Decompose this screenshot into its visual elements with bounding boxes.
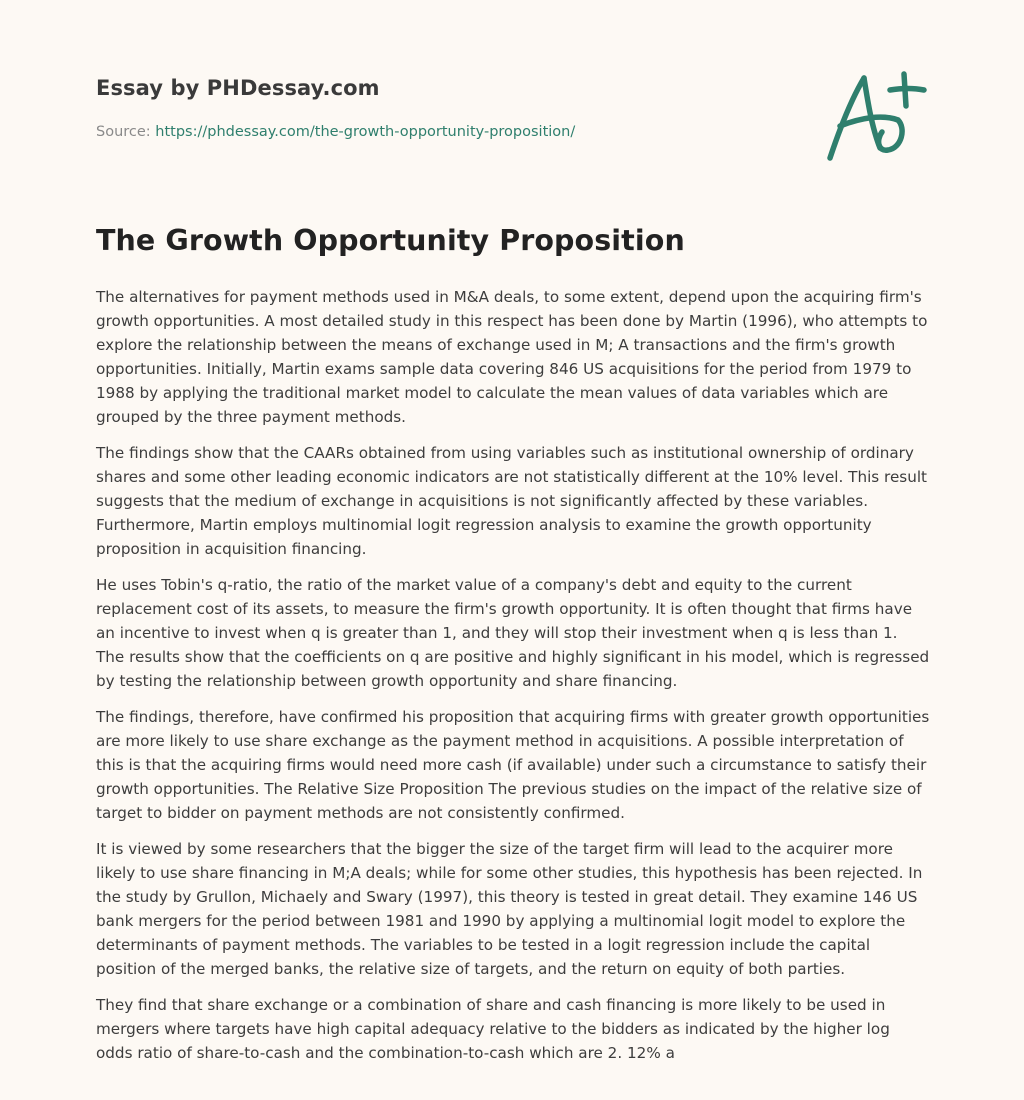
source-link[interactable]: https://phdessay.com/the-growth-opportunity-proposition/ bbox=[155, 124, 576, 140]
a-plus-grade-icon bbox=[820, 68, 930, 168]
essay-paragraph: They find that share exchange or a combination of share and cash financing is more likely to be used in mergers where targets have high capital adequacy relative to the bidders as indicated by the higher log odds ratio of share-to-cash and the combination-to-cash which are 2. 12% a bbox=[96, 996, 890, 1062]
essay-paragraph: The findings show that the CAARs obtained from using variables such as institutional ownership of ordinary shares and some other leading economic indicators are not statistically different at the 10% level. This result suggests that the medium of exchange in acquisitions is not significantly affected by these variables. Furthermore, Martin employs multinomial logit regression analysis to examine the growth opportunity proposition in acquisition financing. bbox=[96, 444, 928, 558]
site-brand: Essay by PHDessay.com bbox=[96, 76, 380, 100]
source-line bbox=[96, 124, 575, 140]
essay-paragraph: He uses Tobin's q-ratio, the ratio of the market value of a company's debt and equity to the current replacement cost of its assets, to measure the firm's growth opportunity. It is often thought that firms have an incentive to invest when q is greater than 1, and they will stop their investment when q is less than 1. The results show that the coefficients on q are positive and highly significant in his model, which is regressed by testing the relationship between growth opportunity and share financing. bbox=[96, 576, 930, 690]
essay-paragraph: The alternatives for payment methods used in M&A deals, to some extent, depend upon the acquiring firm's growth opportunities. A most detailed study in this respect has been done by Martin (1996), who attempts to explore the relationship between the means of exchange used in M; A transactions and the firm's growth opportunities. Initially, Martin exams sample data covering 846 US acquisitions for the period from 1979 to 1988 by applying the traditional market model to calculate the mean values of data variables which are grouped by the three payment methods. bbox=[96, 288, 928, 426]
essay-title: The Growth Opportunity Proposition bbox=[96, 224, 685, 257]
essay-paragraph: It is viewed by some researchers that the bigger the size of the target firm will lead to the acquirer more likely to use share financing in M;A deals; while for some other studies, this hypothesis has been rejected. In the study by Grullon, Michaely and Swary (1997), this theory is tested in great detail. They examine 146 US bank mergers for the period between 1981 and 1990 by applying a multinomial logit model to explore the determinants of payment methods. The variables to be tested in a logit regression include the capital position of the merged banks, the relative size of targets, and the return on equity of both parties. bbox=[96, 840, 923, 978]
essay-body bbox=[96, 285, 930, 1077]
source-label: Source: bbox=[96, 124, 151, 140]
essay-paragraph: The findings, therefore, have confirmed his proposition that acquiring firms with greater growth opportunities are more likely to use share exchange as the payment method in acquisitions. A possible interpretation of this is that the acquiring firms would need more cash (if available) under such a circumstance to satisfy their growth opportunities. The Relative Size Proposition The previous studies on the impact of the relative size of target to bidder on payment methods are not consistently confirmed. bbox=[96, 708, 930, 822]
